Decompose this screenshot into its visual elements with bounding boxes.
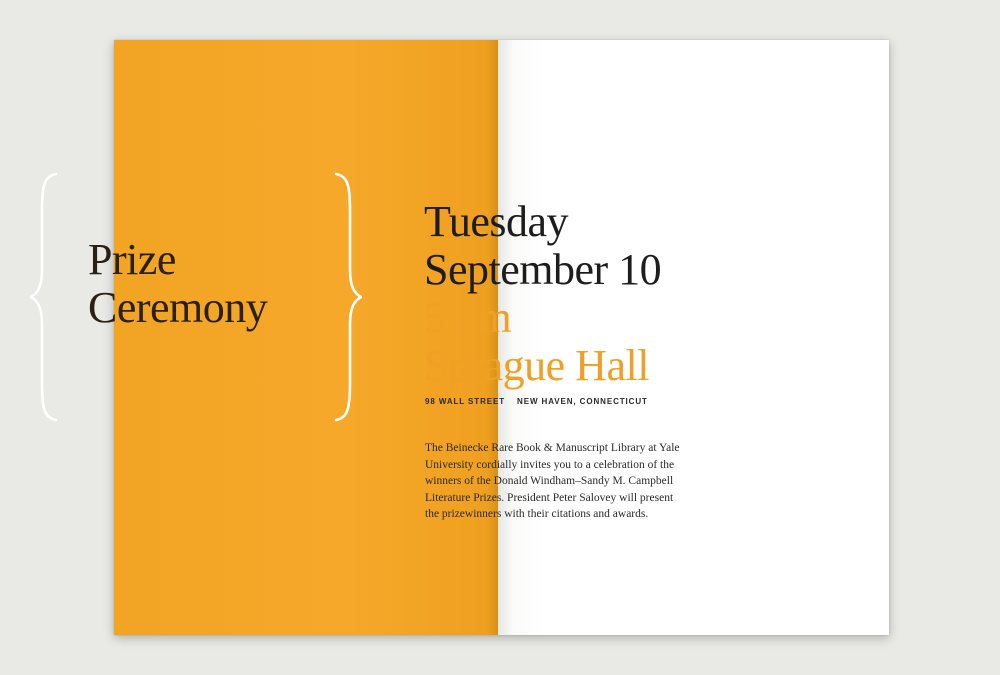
event-day: Tuesday	[424, 197, 569, 246]
event-address	[425, 397, 648, 406]
address-city: NEW HAVEN, CONNECTICUT	[517, 397, 648, 406]
invitation-line: the prizewinners with their citations and awards.	[425, 508, 649, 520]
event-details	[424, 198, 661, 390]
event-venue: Sprague Hall	[424, 341, 649, 390]
cover-title-line-1: Prize	[88, 235, 176, 284]
cover-title	[88, 236, 267, 332]
right-curly-brace-icon	[332, 172, 362, 422]
invitation-text	[425, 440, 725, 523]
invitation-line: Literature Prizes. President Peter Salovey will present	[425, 491, 674, 504]
invitation-line: University cordially invites you to a celebration of the	[425, 458, 675, 471]
cover-title-line-2: Ceremony	[88, 283, 268, 332]
invitation-line: The Beinecke Rare Book & Manuscript Library at Yale	[425, 442, 680, 454]
event-time: 5 pm	[424, 293, 512, 342]
address-street: 98 WALL STREET	[425, 397, 506, 406]
left-curly-brace-icon	[30, 172, 60, 422]
event-date: September 10	[424, 245, 662, 294]
invitation-line: winners of the Donald Windham–Sandy M. Campbell	[425, 475, 674, 487]
